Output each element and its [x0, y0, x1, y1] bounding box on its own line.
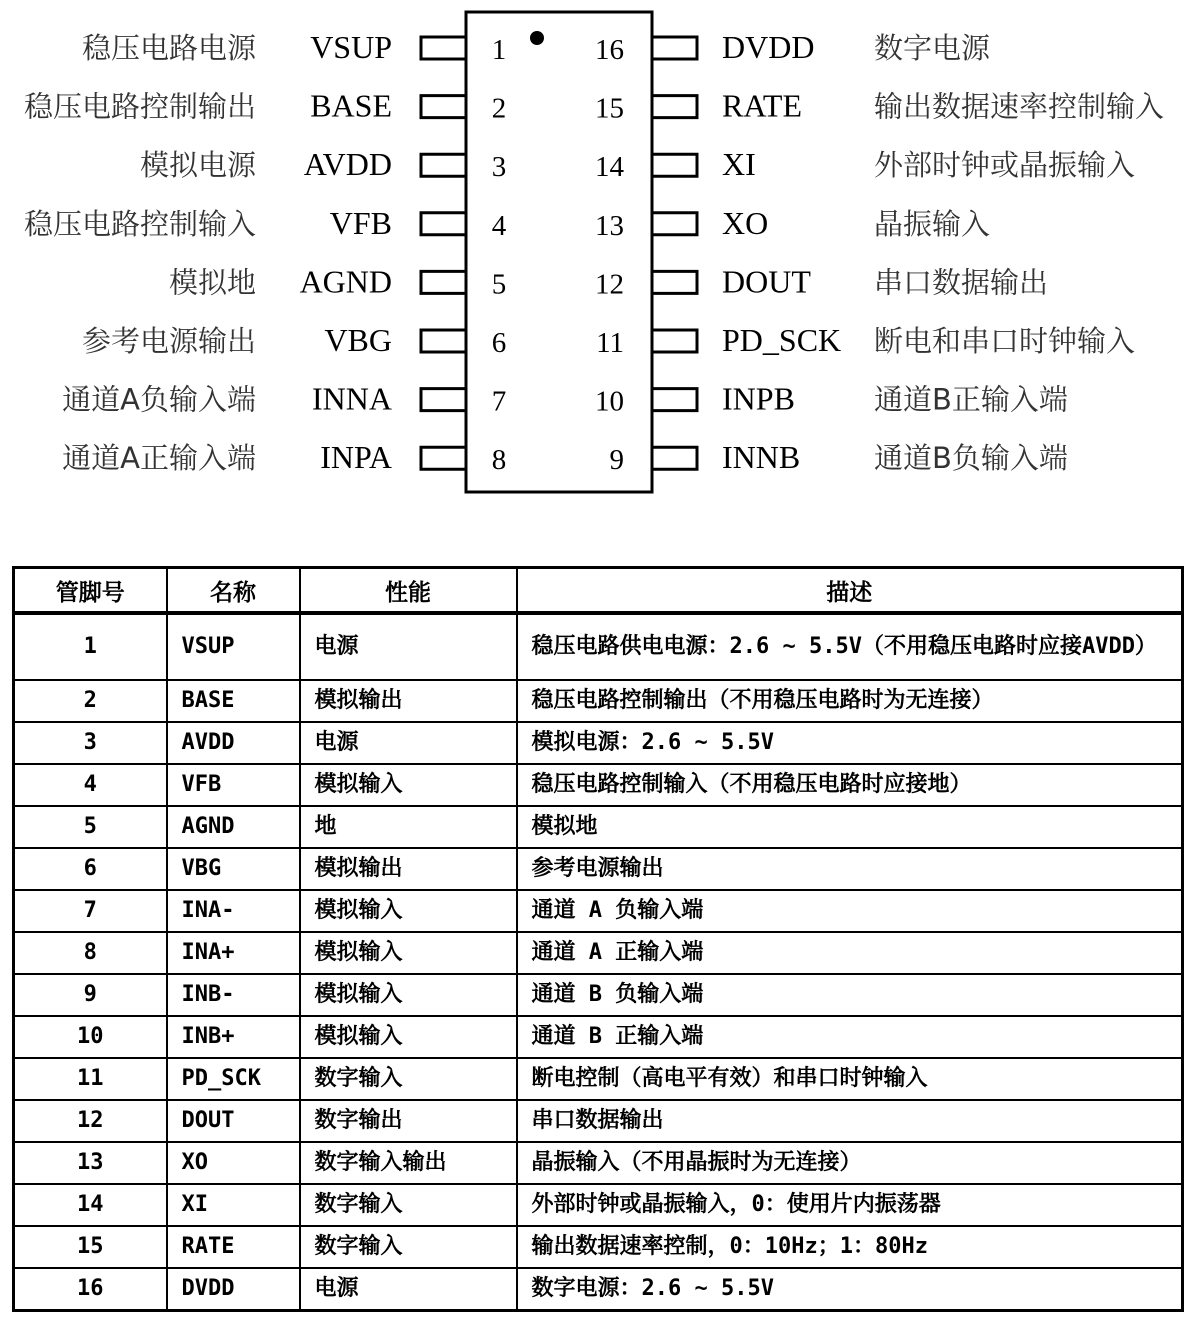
cell-function: 数字输入输出 — [300, 1142, 517, 1184]
cell-description: 参考电源输出 — [517, 848, 1183, 890]
pin-name: BASE — [310, 87, 392, 124]
left-pin — [62, 439, 506, 476]
right-pin — [595, 381, 1068, 418]
cell-pin-number: 7 — [14, 890, 167, 932]
cell-description: 串口数据输出 — [517, 1100, 1183, 1142]
cell-function: 数字输入 — [300, 1226, 517, 1268]
table-row — [14, 1268, 1183, 1311]
table-row — [14, 722, 1183, 764]
pin-lead — [652, 447, 697, 469]
cell-name: INB+ — [167, 1016, 300, 1058]
table-row — [14, 680, 1183, 722]
table-row — [14, 806, 1183, 848]
table-row — [14, 974, 1183, 1016]
pin-function-label: 串口数据输出 — [874, 265, 1049, 300]
cell-function: 模拟输出 — [300, 680, 517, 722]
pin-number: 5 — [491, 268, 507, 301]
left-pin — [169, 263, 506, 300]
pin-function-label: 稳压电路控制输出 — [23, 89, 256, 124]
pin-function-label: 通道A正输入端 — [62, 441, 256, 476]
header-function: 性能 — [300, 568, 517, 614]
pin-name: VSUP — [310, 29, 392, 65]
cell-description: 通道 A 正输入端 — [517, 932, 1183, 974]
cell-pin-number: 12 — [14, 1100, 167, 1142]
pin-name: INNB — [722, 439, 801, 476]
cell-function: 模拟输入 — [300, 932, 517, 974]
pin-name: AGND — [299, 263, 392, 300]
table-row — [14, 1100, 1183, 1142]
cell-description: 模拟地 — [517, 806, 1183, 848]
pin-lead — [421, 154, 466, 176]
cell-name: XI — [167, 1184, 300, 1226]
cell-name: RATE — [167, 1226, 300, 1268]
pin-lead — [421, 213, 466, 235]
header-description: 描述 — [517, 568, 1183, 614]
cell-name: BASE — [167, 680, 300, 722]
pin-name: INPA — [320, 439, 392, 476]
header-name: 名称 — [167, 568, 300, 614]
pin-description-table — [12, 566, 1184, 1312]
cell-pin-number: 9 — [14, 974, 167, 1016]
pin-lead — [421, 96, 466, 118]
pin-number: 6 — [491, 327, 507, 359]
pinout-diagram — [0, 0, 1196, 510]
pin-number: 13 — [595, 209, 624, 242]
cell-function: 电源 — [300, 613, 517, 680]
right-pin — [595, 263, 1048, 300]
cell-function: 模拟输入 — [300, 764, 517, 806]
pin-number: 14 — [595, 151, 624, 184]
cell-description: 外部时钟或晶振输入，0：使用片内振荡器 — [517, 1184, 1183, 1226]
pin-name: XO — [722, 204, 769, 241]
pin-function-label: 输出数据速率控制输入 — [874, 89, 1165, 124]
table-row — [14, 1142, 1183, 1184]
pin-name: RATE — [722, 87, 802, 124]
cell-pin-number: 10 — [14, 1016, 167, 1058]
cell-function: 数字输入 — [300, 1184, 517, 1226]
pin1-marker-dot — [530, 31, 544, 45]
cell-description: 晶振输入（不用晶振时为无连接） — [517, 1142, 1183, 1184]
pin-function-label: 模拟地 — [168, 265, 256, 300]
cell-name: AVDD — [167, 722, 300, 764]
pin-number: 9 — [609, 444, 624, 477]
table-row — [14, 1016, 1183, 1058]
pin-function-label: 通道B负输入端 — [874, 441, 1068, 476]
cell-pin-number: 2 — [14, 680, 167, 722]
pin-function-label: 稳压电路电源 — [81, 31, 256, 65]
pin-function-label: 通道A负输入端 — [62, 382, 256, 417]
cell-name: INA- — [167, 890, 300, 932]
cell-description: 模拟电源：2.6 ~ 5.5V — [517, 722, 1183, 764]
pin-name: INNA — [312, 380, 392, 417]
cell-description: 输出数据速率控制，0：10Hz；1：80Hz — [517, 1226, 1183, 1268]
cell-name: INB- — [167, 974, 300, 1016]
pin-function-label: 稳压电路控制输入 — [23, 206, 256, 241]
pin-name: AVDD — [303, 146, 392, 183]
right-pin — [596, 322, 1135, 359]
pin-lead — [652, 37, 697, 59]
cell-pin-number: 3 — [14, 722, 167, 764]
cell-function: 数字输入 — [300, 1058, 517, 1100]
pin-function-label: 参考电源输出 — [81, 324, 256, 358]
pin-number: 10 — [595, 385, 624, 418]
pin-name: XI — [722, 146, 756, 183]
pin-name: PD_SCK — [722, 322, 842, 358]
right-pin — [595, 205, 990, 242]
pin-lead — [421, 271, 466, 293]
ic-package-body — [466, 12, 652, 492]
pin-number: 2 — [491, 92, 507, 125]
table-row — [14, 932, 1183, 974]
pin-function-label: 晶振输入 — [874, 206, 991, 241]
cell-pin-number: 6 — [14, 848, 167, 890]
pin-lead — [652, 330, 697, 352]
cell-pin-number: 5 — [14, 806, 167, 848]
left-pin — [140, 146, 506, 183]
pin-lead — [421, 447, 466, 469]
pin-number: 11 — [596, 327, 624, 359]
cell-name: VBG — [167, 848, 300, 890]
pin-number: 3 — [491, 151, 507, 184]
cell-function: 数字输出 — [300, 1100, 517, 1142]
cell-name: PD_SCK — [167, 1058, 300, 1100]
left-pin — [82, 322, 506, 359]
cell-function: 模拟输入 — [300, 890, 517, 932]
table-row — [14, 1058, 1183, 1100]
pin-number: 15 — [595, 92, 624, 125]
cell-function: 模拟输入 — [300, 974, 517, 1016]
cell-function: 电源 — [300, 1268, 517, 1311]
cell-pin-number: 14 — [14, 1184, 167, 1226]
pin-name: DOUT — [722, 263, 811, 300]
right-pin — [595, 29, 991, 66]
left-pin — [62, 381, 506, 418]
cell-description: 数字电源：2.6 ~ 5.5V — [517, 1268, 1183, 1311]
pin-function-label: 数字电源 — [874, 31, 991, 65]
pin-lead — [652, 271, 697, 293]
cell-description: 通道 B 正输入端 — [517, 1016, 1183, 1058]
pin-number: 16 — [595, 34, 624, 66]
pin-lead — [421, 330, 466, 352]
cell-function: 模拟输出 — [300, 848, 517, 890]
table-header-row — [14, 568, 1183, 614]
cell-pin-number: 16 — [14, 1268, 167, 1311]
pin-number: 4 — [491, 209, 507, 242]
cell-description: 稳压电路控制输出（不用稳压电路时为无连接） — [517, 680, 1183, 722]
cell-name: INA+ — [167, 932, 300, 974]
table-row — [14, 1184, 1183, 1226]
cell-name: DOUT — [167, 1100, 300, 1142]
left-pin — [24, 88, 506, 125]
cell-name: VSUP — [167, 613, 300, 680]
pin-lead — [652, 154, 697, 176]
cell-description: 断电控制（高电平有效）和串口时钟输入 — [517, 1058, 1183, 1100]
pin-lead — [652, 389, 697, 411]
cell-name: XO — [167, 1142, 300, 1184]
pin-lead — [652, 213, 697, 235]
pin-lead — [652, 96, 697, 118]
pin-name: DVDD — [722, 29, 815, 65]
cell-description: 通道 B 负输入端 — [517, 974, 1183, 1016]
right-pin — [610, 439, 1068, 476]
cell-pin-number: 4 — [14, 764, 167, 806]
cell-pin-number: 13 — [14, 1142, 167, 1184]
pin-function-label: 外部时钟或晶振输入 — [874, 148, 1136, 183]
cell-pin-number: 1 — [14, 613, 167, 680]
pin-function-label: 断电和串口时钟输入 — [874, 324, 1136, 358]
pin-number: 12 — [595, 268, 624, 301]
right-pin — [595, 88, 1164, 125]
table-row — [14, 890, 1183, 932]
pin-lead — [421, 389, 466, 411]
cell-function: 地 — [300, 806, 517, 848]
cell-function: 模拟输入 — [300, 1016, 517, 1058]
pin-name: VFB — [329, 204, 392, 241]
cell-pin-number: 15 — [14, 1226, 167, 1268]
left-pin — [24, 205, 507, 242]
table-row — [14, 764, 1183, 806]
cell-description: 通道 A 负输入端 — [517, 890, 1183, 932]
cell-name: DVDD — [167, 1268, 300, 1311]
cell-pin-number: 11 — [14, 1058, 167, 1100]
header-pin-number: 管脚号 — [14, 568, 167, 614]
cell-description: 稳压电路控制输入（不用稳压电路时应接地） — [517, 764, 1183, 806]
pin-name: VBG — [324, 322, 392, 358]
right-pin — [595, 146, 1135, 183]
cell-function: 电源 — [300, 722, 517, 764]
table-row — [14, 848, 1183, 890]
cell-description: 稳压电路供电电源：2.6 ~ 5.5V（不用稳压电路时应接AVDD） — [517, 613, 1183, 680]
cell-name: AGND — [167, 806, 300, 848]
pin-lead — [421, 37, 466, 59]
pin-function-label: 模拟电源 — [139, 148, 256, 183]
pin-function-label: 通道B正输入端 — [874, 382, 1068, 417]
pin-name: INPB — [722, 380, 795, 417]
table-row — [14, 613, 1183, 680]
cell-name: VFB — [167, 764, 300, 806]
cell-pin-number: 8 — [14, 932, 167, 974]
pin-number: 8 — [491, 444, 507, 477]
table-row — [14, 1226, 1183, 1268]
pin-number: 1 — [491, 34, 507, 66]
left-pin — [82, 29, 506, 66]
pin-number: 7 — [491, 385, 507, 418]
